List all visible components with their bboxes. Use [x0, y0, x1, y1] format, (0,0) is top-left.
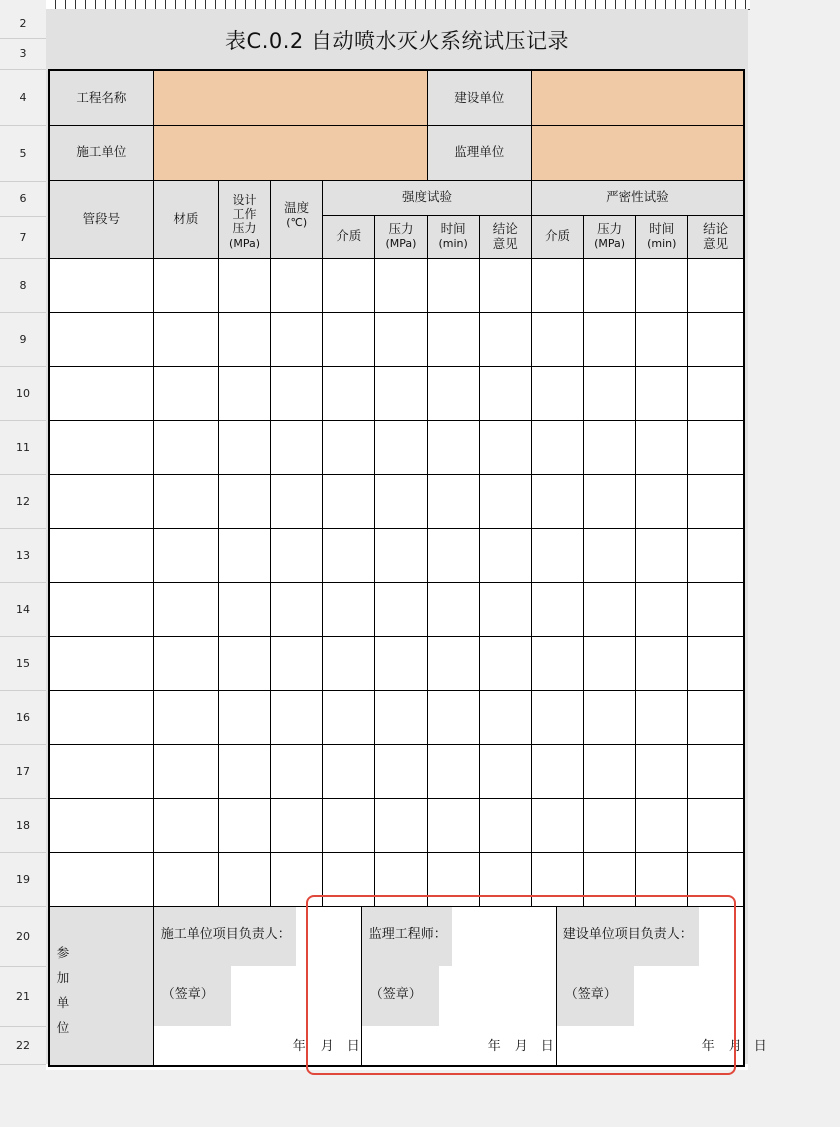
data-cell[interactable] [153, 798, 218, 852]
construction-unit-cell[interactable] [531, 70, 744, 125]
signature-area [153, 906, 767, 1066]
data-cell[interactable] [375, 312, 427, 366]
data-cell[interactable] [531, 528, 583, 582]
data-cell[interactable] [271, 744, 323, 798]
data-cell[interactable] [323, 420, 375, 474]
data-cell[interactable] [375, 636, 427, 690]
tightness-medium-header [531, 215, 583, 258]
data-cell[interactable] [153, 474, 218, 528]
data-cell[interactable] [479, 582, 531, 636]
data-cell[interactable] [688, 582, 744, 636]
data-cell[interactable] [153, 528, 218, 582]
row-number[interactable]: 18 [0, 798, 46, 853]
supervisor-eng-label: 监理工程师： [368, 926, 447, 942]
data-cell[interactable] [49, 420, 153, 474]
data-cell[interactable] [479, 636, 531, 690]
data-cell[interactable] [323, 312, 375, 366]
data-cell[interactable] [531, 798, 583, 852]
data-cell[interactable] [218, 258, 270, 312]
data-cell[interactable] [271, 582, 323, 636]
data-cell[interactable] [584, 690, 636, 744]
data-cell[interactable] [636, 420, 688, 474]
strength-conclusion-label: 结论 [492, 221, 518, 237]
data-cell[interactable] [153, 636, 218, 690]
strength-conclusion-header [479, 215, 531, 258]
data-cell[interactable] [375, 744, 427, 798]
row-number[interactable]: 22 [0, 1026, 46, 1065]
data-cell[interactable] [531, 366, 583, 420]
tightness-conclusion-label2: 意见 [703, 235, 729, 251]
strength-time-label: 时间 [440, 220, 466, 236]
data-cell[interactable] [479, 312, 531, 366]
tightness-pressure-unit: (MPa) [594, 237, 626, 251]
data-cell[interactable] [49, 474, 153, 528]
data-cell[interactable] [427, 420, 479, 474]
data-cell[interactable] [531, 636, 583, 690]
data-cell[interactable] [271, 258, 323, 312]
data-cell[interactable] [584, 798, 636, 852]
strength-medium-header [323, 215, 375, 258]
data-cell[interactable] [636, 312, 688, 366]
data-cell[interactable] [375, 474, 427, 528]
row-number[interactable]: 5 [0, 125, 46, 182]
contractor-seal-label: （签章） [161, 986, 214, 1002]
data-cell[interactable] [688, 798, 744, 852]
data-cell[interactable] [153, 690, 218, 744]
data-cell[interactable] [688, 420, 744, 474]
data-cell[interactable] [427, 258, 479, 312]
tightness-time-unit: (min) [647, 237, 677, 251]
data-cell[interactable] [375, 582, 427, 636]
data-cell[interactable] [636, 798, 688, 852]
supervisor-unit-label: 监理单位 [427, 125, 531, 180]
row-number[interactable]: 21 [0, 966, 46, 1027]
data-cell[interactable] [584, 420, 636, 474]
data-cell[interactable] [531, 312, 583, 366]
table-row [49, 312, 744, 366]
data-cell[interactable] [218, 420, 270, 474]
data-cell[interactable] [636, 690, 688, 744]
data-cell[interactable] [479, 690, 531, 744]
data-cell[interactable] [479, 852, 531, 906]
data-cell[interactable] [584, 582, 636, 636]
data-cell[interactable] [49, 636, 153, 690]
data-cell[interactable] [218, 852, 270, 906]
table-row [49, 636, 744, 690]
row-number[interactable]: 10 [0, 366, 46, 421]
data-cell[interactable] [584, 852, 636, 906]
data-cell[interactable] [218, 528, 270, 582]
contractor-label: 施工单位 [49, 125, 153, 180]
data-cell[interactable] [271, 636, 323, 690]
row-number[interactable]: 9 [0, 312, 46, 367]
contractor-cell[interactable] [153, 125, 427, 180]
row-number[interactable]: 16 [0, 690, 46, 745]
data-cell[interactable] [218, 690, 270, 744]
strength-time-header [427, 215, 479, 258]
data-cell[interactable] [427, 690, 479, 744]
data-cell[interactable] [375, 690, 427, 744]
data-cell[interactable] [49, 528, 153, 582]
data-cell[interactable] [427, 798, 479, 852]
data-cell[interactable] [153, 582, 218, 636]
row-header-column [0, 0, 47, 1070]
participants-cell [49, 906, 153, 1066]
data-cell[interactable] [636, 474, 688, 528]
data-cell[interactable] [153, 258, 218, 312]
data-cell[interactable] [584, 312, 636, 366]
data-cell[interactable] [531, 582, 583, 636]
contractor-month: 月 [320, 1038, 334, 1054]
data-cell[interactable] [218, 744, 270, 798]
strength-conclusion-label2: 意见 [492, 235, 518, 251]
strength-pressure-header [375, 215, 427, 258]
owner-month: 月 [728, 1038, 742, 1054]
data-cell[interactable] [271, 420, 323, 474]
tightness-conclusion-header [688, 215, 744, 258]
contractor-pm-label: 施工单位项目负责人： [160, 926, 291, 942]
data-cell[interactable] [49, 366, 153, 420]
data-cell[interactable] [636, 528, 688, 582]
contractor-day: 日 [346, 1038, 360, 1054]
owner-year: 年 [701, 1038, 715, 1054]
participants-char: 参 [56, 944, 70, 960]
data-cell[interactable] [479, 366, 531, 420]
design-pressure-unit: (MPa) [229, 236, 260, 250]
data-cell[interactable] [531, 852, 583, 906]
data-cell[interactable] [323, 528, 375, 582]
strength-pressure-unit: (MPa) [385, 237, 417, 251]
data-cell[interactable] [271, 312, 323, 366]
data-cell[interactable] [427, 312, 479, 366]
data-cell[interactable] [49, 582, 153, 636]
pressure-test-form [48, 69, 767, 1067]
data-cell[interactable] [584, 258, 636, 312]
data-cell[interactable] [636, 366, 688, 420]
row-number[interactable]: 11 [0, 420, 46, 475]
material-header: 材质 [153, 180, 218, 258]
data-cell[interactable] [636, 636, 688, 690]
data-cell[interactable] [584, 474, 636, 528]
supervisor-day: 日 [540, 1038, 554, 1054]
data-cell[interactable] [375, 528, 427, 582]
data-cell[interactable] [531, 258, 583, 312]
data-cell[interactable] [688, 258, 744, 312]
project-name-label: 工程名称 [49, 70, 153, 125]
data-cell[interactable] [584, 744, 636, 798]
participants-char: 加 [56, 969, 70, 985]
data-cell[interactable] [323, 690, 375, 744]
data-cell[interactable] [688, 474, 744, 528]
data-cell[interactable] [375, 798, 427, 852]
data-cell[interactable] [479, 744, 531, 798]
table-row [49, 420, 744, 474]
supervisor-seal-label: （签章） [369, 986, 422, 1002]
strength-medium-label: 介质 [336, 228, 362, 244]
data-cell[interactable] [323, 582, 375, 636]
strength-test-header: 强度试验 [323, 180, 532, 215]
data-cell[interactable] [49, 798, 153, 852]
row-number[interactable]: 17 [0, 744, 46, 799]
tightness-medium-label: 介质 [544, 228, 570, 244]
data-cell[interactable] [153, 312, 218, 366]
data-cell[interactable] [323, 636, 375, 690]
participants-char: 位 [56, 1019, 70, 1035]
pipe-no-header: 管段号 [49, 180, 153, 258]
data-cell[interactable] [427, 474, 479, 528]
row-number[interactable]: 20 [0, 906, 46, 967]
data-cell[interactable] [688, 744, 744, 798]
data-cell[interactable] [375, 852, 427, 906]
table-row [49, 258, 744, 312]
data-cell[interactable] [153, 852, 218, 906]
data-cell[interactable] [49, 852, 153, 906]
row-number[interactable]: 8 [0, 258, 46, 313]
tightness-time-header [636, 215, 688, 258]
supervisor-month: 月 [514, 1038, 528, 1054]
tightness-pressure-header [584, 215, 636, 258]
data-cell[interactable] [427, 636, 479, 690]
data-cell[interactable] [375, 366, 427, 420]
data-cell[interactable] [49, 258, 153, 312]
data-cell[interactable] [688, 636, 744, 690]
data-cell[interactable] [271, 798, 323, 852]
row-number[interactable]: 14 [0, 582, 46, 637]
temperature-header [271, 180, 323, 258]
project-name-cell[interactable] [153, 70, 427, 125]
data-cell[interactable] [479, 798, 531, 852]
table-row [49, 474, 744, 528]
data-cell[interactable] [531, 690, 583, 744]
data-cell[interactable] [375, 420, 427, 474]
tightness-test-header: 严密性试验 [531, 180, 744, 215]
data-cell[interactable] [636, 258, 688, 312]
data-cell[interactable] [49, 690, 153, 744]
tightness-time-label: 时间 [649, 220, 675, 236]
data-cell[interactable] [688, 852, 744, 906]
owner-seal-label: （签章） [564, 986, 617, 1002]
data-cell[interactable] [323, 798, 375, 852]
table-row [49, 852, 744, 906]
table-row [49, 798, 744, 852]
data-cell[interactable] [153, 366, 218, 420]
construction-unit-label: 建设单位 [427, 70, 531, 125]
owner-day: 日 [753, 1038, 767, 1054]
data-cell[interactable] [271, 366, 323, 420]
data-cell[interactable] [271, 690, 323, 744]
table-row [49, 744, 744, 798]
table-row [49, 690, 744, 744]
owner-pm-label: 建设单位项目负责人： [562, 926, 693, 942]
row-number[interactable]: 6 [0, 181, 46, 217]
data-cell[interactable] [688, 366, 744, 420]
data-cell[interactable] [218, 312, 270, 366]
data-cell[interactable] [153, 744, 218, 798]
data-cell[interactable] [531, 474, 583, 528]
data-cell[interactable] [479, 258, 531, 312]
data-cell[interactable] [688, 690, 744, 744]
data-cell[interactable] [427, 366, 479, 420]
design-pressure-header [218, 180, 270, 258]
data-cell[interactable] [531, 420, 583, 474]
data-cell[interactable] [375, 258, 427, 312]
design-pressure-line2: 工作 [232, 206, 257, 221]
data-cell[interactable] [323, 258, 375, 312]
data-cell[interactable] [479, 474, 531, 528]
data-cell[interactable] [427, 582, 479, 636]
row-number[interactable]: 4 [0, 69, 46, 126]
data-cell[interactable] [271, 528, 323, 582]
data-cell[interactable] [479, 528, 531, 582]
data-cell[interactable] [479, 420, 531, 474]
table-row [49, 528, 744, 582]
data-cell[interactable] [153, 420, 218, 474]
temperature-label: 温度 [284, 199, 310, 215]
row-number[interactable]: 15 [0, 636, 46, 691]
data-cell[interactable] [584, 636, 636, 690]
data-cell[interactable] [49, 744, 153, 798]
data-cell[interactable] [636, 852, 688, 906]
data-cell[interactable] [636, 744, 688, 798]
data-cell[interactable] [323, 744, 375, 798]
table-row [49, 366, 744, 420]
data-cell[interactable] [531, 744, 583, 798]
row-number[interactable]: 3 [0, 38, 46, 70]
row-number[interactable]: 7 [0, 216, 46, 259]
data-cell[interactable] [218, 636, 270, 690]
contractor-year: 年 [292, 1038, 306, 1054]
data-cell[interactable] [688, 528, 744, 582]
data-cell[interactable] [584, 366, 636, 420]
tightness-conclusion-label: 结论 [703, 221, 729, 237]
data-cell[interactable] [218, 798, 270, 852]
data-cell[interactable] [584, 528, 636, 582]
row-number[interactable]: 2 [0, 9, 46, 39]
data-cell[interactable] [688, 312, 744, 366]
data-cell[interactable] [218, 474, 270, 528]
strength-time-unit: (min) [438, 237, 468, 251]
data-cell[interactable] [323, 366, 375, 420]
design-pressure-line1: 设计 [232, 192, 257, 207]
temperature-unit: (℃) [286, 215, 308, 229]
row-number[interactable]: 19 [0, 852, 46, 907]
data-cell[interactable] [323, 852, 375, 906]
data-cell[interactable] [49, 312, 153, 366]
strength-pressure-label: 压力 [388, 220, 414, 236]
supervisor-year: 年 [487, 1038, 501, 1054]
supervisor-unit-cell[interactable] [531, 125, 744, 180]
data-cell[interactable] [427, 528, 479, 582]
tightness-pressure-label: 压力 [597, 220, 623, 236]
data-cell[interactable] [323, 474, 375, 528]
data-cell[interactable] [636, 582, 688, 636]
design-pressure-line3: 压力 [232, 221, 257, 236]
data-cell[interactable] [271, 474, 323, 528]
data-cell[interactable] [218, 582, 270, 636]
data-cell[interactable] [427, 744, 479, 798]
row-number[interactable]: 12 [0, 474, 46, 529]
form-title: 表C.0.2 自动喷水灭火系统试压记录 [225, 29, 569, 53]
row-number[interactable]: 13 [0, 528, 46, 583]
table-row [49, 582, 744, 636]
data-cell[interactable] [271, 852, 323, 906]
data-cell[interactable] [427, 852, 479, 906]
data-cell[interactable] [218, 366, 270, 420]
participants-char: 单 [56, 994, 70, 1010]
